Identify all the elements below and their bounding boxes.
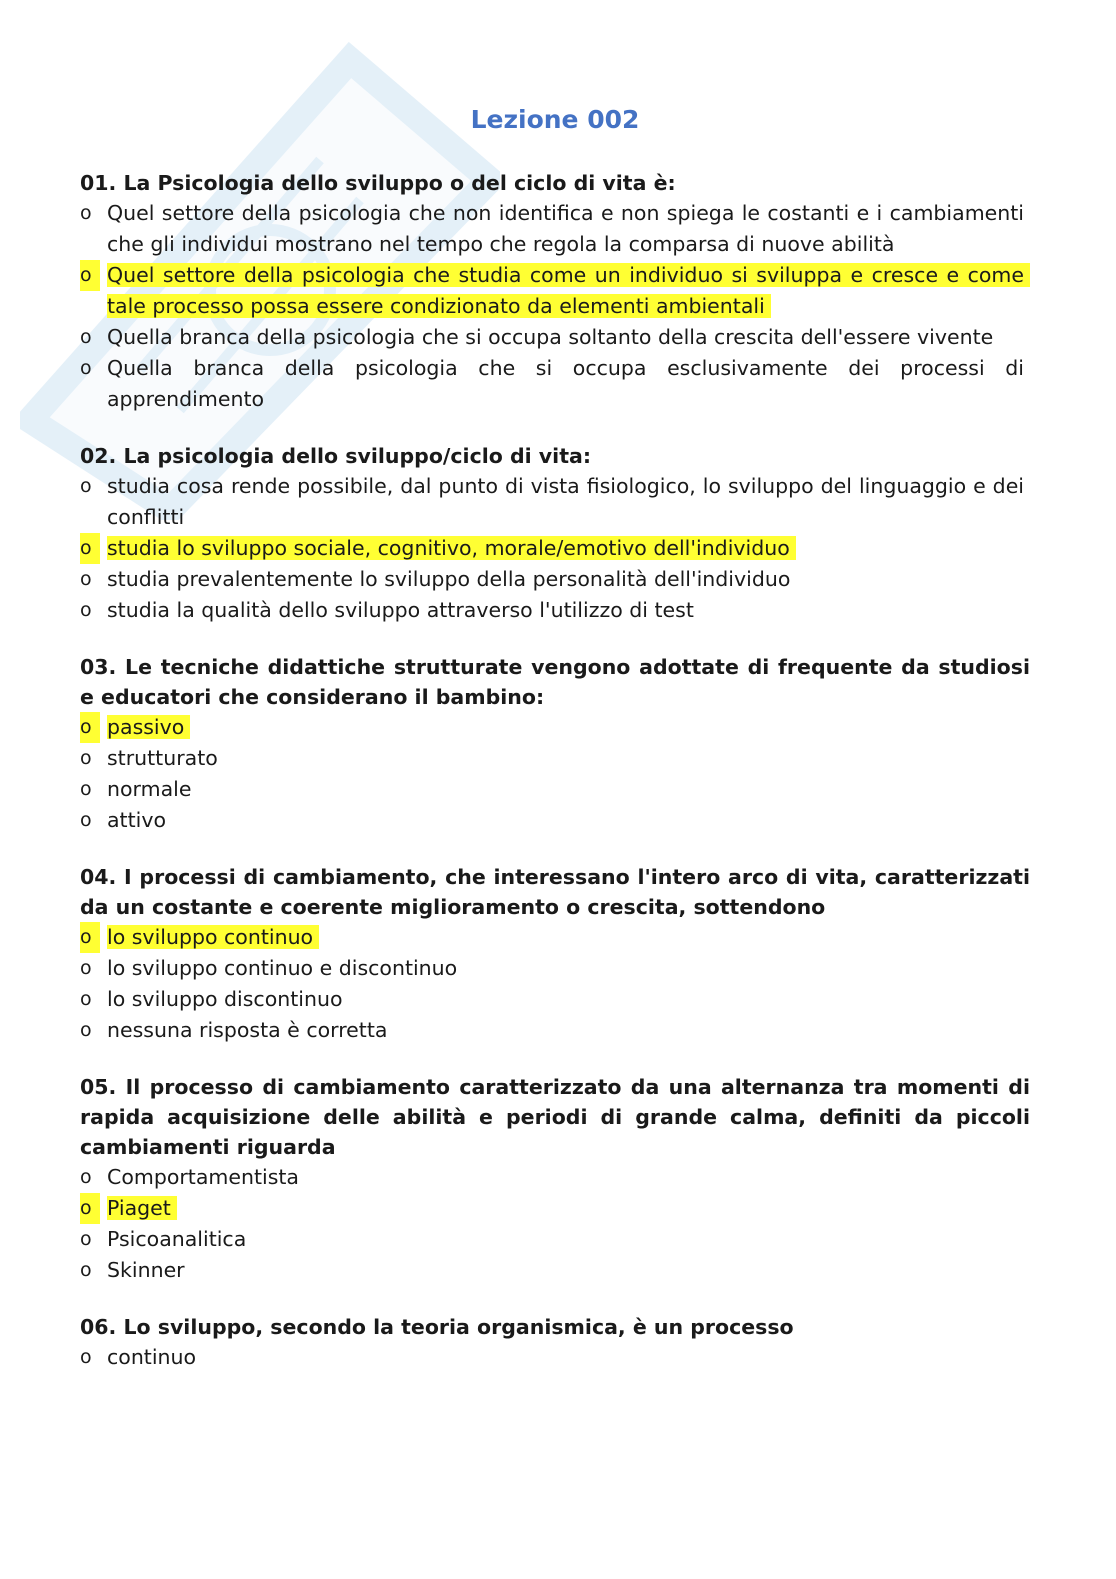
bullet-marker: o — [80, 475, 92, 497]
answer-option-correct — [80, 712, 1030, 743]
answer-text: Quella branca della psicologia che si occupa soltanto della crescita dell'essere vivente — [107, 325, 994, 349]
bullet-marker: o — [80, 202, 92, 224]
answer-text: studia cosa rende possibile, dal punto di vista fisiologico, lo sviluppo del linguaggio e dei conflitti — [107, 474, 1024, 529]
bullet-marker: o — [80, 809, 92, 831]
answer-text: nessuna risposta è corretta — [107, 1018, 388, 1042]
answer-text: Quel settore della psicologia che non identifica e non spiega le costanti e i cambiamenti che gli individui mostrano nel tempo che regola la comparsa di nuove abilità — [107, 201, 1024, 256]
question-list — [80, 168, 1030, 1373]
answer-text: continuo — [107, 1345, 197, 1369]
answer-option — [80, 471, 1030, 533]
lesson-title: Lezione 002 — [470, 105, 640, 134]
bullet-marker: o — [80, 778, 92, 800]
question-block — [80, 652, 1030, 836]
answer-option — [80, 984, 1030, 1015]
answer-text: Quella branca della psicologia che si occupa esclusivamente dei processi di apprendimento — [107, 356, 1024, 411]
answer-option — [80, 1342, 1030, 1373]
question-text: 06. Lo sviluppo, secondo la teoria organismica, è un processo — [80, 1315, 794, 1339]
question-text: 05. Il processo di cambiamento caratterizzato da una alternanza tra momenti di rapida acquisizione delle abilità e periodi di grande calma, definiti da piccoli cambiamenti riguarda — [80, 1075, 1030, 1159]
answer-text: Skinner — [107, 1258, 185, 1282]
bullet-marker: o — [80, 599, 92, 621]
bullet-marker: o — [80, 957, 92, 979]
answer-text: studia la qualità dello sviluppo attraverso l'utilizzo di test — [107, 598, 694, 622]
answer-text: lo sviluppo discontinuo — [107, 987, 343, 1011]
answer-text: passivo — [107, 715, 190, 739]
answer-option — [80, 805, 1030, 836]
question-text: 02. La psicologia dello sviluppo/ciclo di vita: — [80, 444, 592, 468]
bullet-marker: o — [80, 326, 92, 348]
answer-option — [80, 198, 1030, 260]
answer-option — [80, 953, 1030, 984]
question-text: 01. La Psicologia dello sviluppo o del ciclo di vita è: — [80, 171, 676, 195]
bullet-marker: o — [80, 1259, 92, 1281]
answer-text: Quel settore della psicologia che studia come un individuo si sviluppa e cresce e come tale processo possa essere condizionato da elementi ambientali — [107, 263, 1030, 318]
bullet-marker: o — [80, 1228, 92, 1250]
answer-option-correct — [80, 1193, 1030, 1224]
answer-text: strutturato — [107, 746, 218, 770]
answer-options — [80, 471, 1030, 626]
answer-option — [80, 1255, 1030, 1286]
answer-text: studia prevalentemente lo sviluppo della personalità dell'individuo — [107, 567, 791, 591]
answer-option — [80, 774, 1030, 805]
answer-text: lo sviluppo continuo e discontinuo — [107, 956, 458, 980]
bullet-marker: o — [80, 357, 92, 379]
answer-text: Piaget — [107, 1196, 177, 1220]
bullet-marker: o — [80, 747, 92, 769]
answer-option-correct — [80, 922, 1030, 953]
question-block — [80, 168, 1030, 415]
question-block — [80, 1072, 1030, 1286]
bullet-marker: o — [80, 988, 92, 1010]
answer-options — [80, 1342, 1030, 1373]
question-block — [80, 1312, 1030, 1373]
answer-text: studia lo sviluppo sociale, cognitivo, morale/emotivo dell'individuo — [107, 536, 796, 560]
question-block — [80, 441, 1030, 626]
answer-option — [80, 595, 1030, 626]
question-block — [80, 862, 1030, 1046]
answer-option — [80, 322, 1030, 353]
answer-option-correct — [80, 533, 1030, 564]
bullet-marker: o — [80, 1346, 92, 1368]
answer-text: normale — [107, 777, 192, 801]
answer-option-correct — [80, 260, 1030, 322]
answer-option — [80, 1015, 1030, 1046]
answer-options — [80, 712, 1030, 836]
answer-text: lo sviluppo continuo — [107, 925, 319, 949]
answer-text: attivo — [107, 808, 167, 832]
bullet-marker: o — [80, 712, 100, 743]
bullet-marker: o — [80, 1193, 100, 1224]
answer-option — [80, 743, 1030, 774]
question-text: 03. Le tecniche didattiche strutturate vengono adottate di frequente da studiosi e educatori che considerano il bambino: — [80, 655, 1030, 709]
answer-text: Comportamentista — [107, 1165, 299, 1189]
answer-option — [80, 564, 1030, 595]
bullet-marker: o — [80, 1019, 92, 1041]
bullet-marker: o — [80, 922, 100, 953]
answer-text: Psicoanalitica — [107, 1227, 247, 1251]
answer-options — [80, 922, 1030, 1046]
bullet-marker: o — [80, 1166, 92, 1188]
answer-option — [80, 353, 1030, 415]
answer-option — [80, 1224, 1030, 1255]
answer-option — [80, 1162, 1030, 1193]
bullet-marker: o — [80, 260, 100, 291]
answer-options — [80, 198, 1030, 415]
question-text: 04. I processi di cambiamento, che interessano l'intero arco di vita, caratterizzati da un costante e coerente miglioramento o crescita, sottendono — [80, 865, 1030, 919]
bullet-marker: o — [80, 568, 92, 590]
answer-options — [80, 1162, 1030, 1286]
document-page — [80, 100, 1030, 1399]
bullet-marker: o — [80, 533, 100, 564]
